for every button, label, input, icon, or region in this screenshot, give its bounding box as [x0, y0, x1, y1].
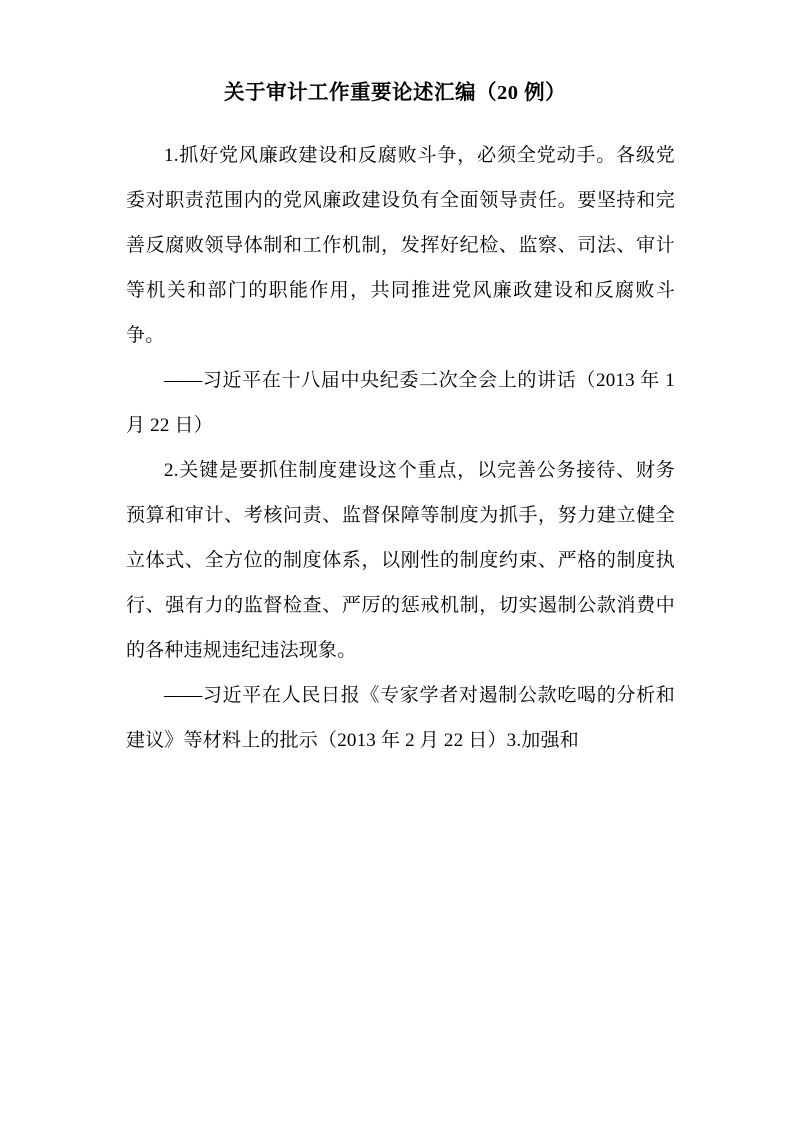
paragraph-2: 2.关键是要抓住制度建设这个重点，以完善公务接待、财务预算和审计、考核问责、监督保障等制度为抓手，努力建立健全立体式、全方位的制度体系，以刚性的制度约束、严格的制度执行、强有力的监督检查、严厉的惩戒机制，切实遏制公款消费中的各种违规违纪违法现象。	[126, 459, 675, 661]
source-1: ——习近平在十八届中央纪委二次全会上的讲话（2013 年 1 月 22 日）	[126, 369, 675, 436]
source-2: ——习近平在人民日报《专家学者对遏制公款吃喝的分析和建议》等材料上的批示（2013 年 2 月 22 日）3.加强和	[126, 684, 675, 751]
page-title: 关于审计工作重要论述汇编（20 例）	[224, 82, 567, 104]
paragraph-1: 1.抓好党风廉政建设和反腐败斗争，必须全党动手。各级党委对职责范围内的党风廉政建设负有全面领导责任。要坚持和完善反腐败领导体制和工作机制，发挥好纪检、监察、司法、审计等机关和部门的职能作用，共同推进党风廉政建设和反腐败斗争。	[126, 144, 675, 346]
